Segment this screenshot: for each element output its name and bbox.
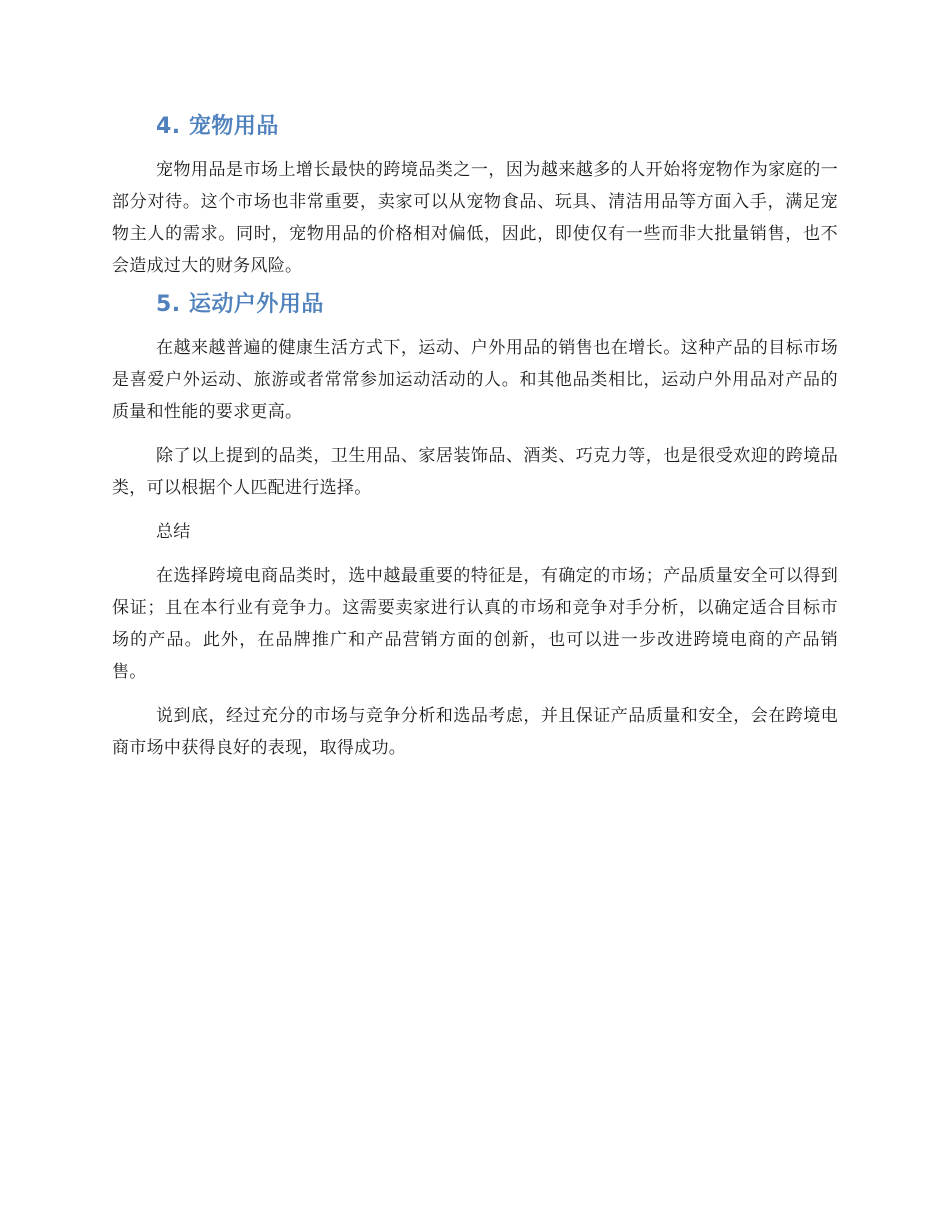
paragraph-conclusion: 说到底，经过充分的市场与竞争分析和选品考虑，并且保证产品质量和安全，会在跨境电商市场中获得良好的表现，取得成功。 — [112, 706, 838, 758]
paragraph-other-categories: 除了以上提到的品类，卫生用品、家居装饰品、酒类、巧克力等，也是很受欢迎的跨境品类，可以根据个人匹配进行选择。 — [112, 446, 838, 498]
section-heading-sports-outdoor: 5. 运动户外用品 — [156, 292, 324, 317]
section-heading-pet-supplies: 4. 宠物用品 — [156, 114, 279, 139]
paragraph-summary-label: 总结 — [156, 522, 191, 542]
paragraph-sports-outdoor: 在越来越普遍的健康生活方式下，运动、户外用品的销售也在增长。这种产品的目标市场是喜爱户外运动、旅游或者常常参加运动活动的人。和其他品类相比，运动户外用品对产品的质量和性能的要求更高。 — [112, 338, 838, 422]
paragraph-summary-body: 在选择跨境电商品类时，选中越最重要的特征是，有确定的市场；产品质量安全可以得到保证；且在本行业有竞争力。这需要卖家进行认真的市场和竞争对手分析，以确定适合目标市场的产品。此外，在品牌推广和产品营销方面的创新，也可以进一步改进跨境电商的产品销售。 — [112, 566, 838, 682]
document-body — [112, 110, 838, 764]
paragraph-pet-supplies: 宠物用品是市场上增长最快的跨境品类之一，因为越来越多的人开始将宠物作为家庭的一部分对待。这个市场也非常重要，卖家可以从宠物食品、玩具、清洁用品等方面入手，满足宠物主人的需求。同时，宠物用品的价格相对偏低，因此，即使仅有一些而非大批量销售，也不会造成过大的财务风险。 — [112, 160, 838, 276]
